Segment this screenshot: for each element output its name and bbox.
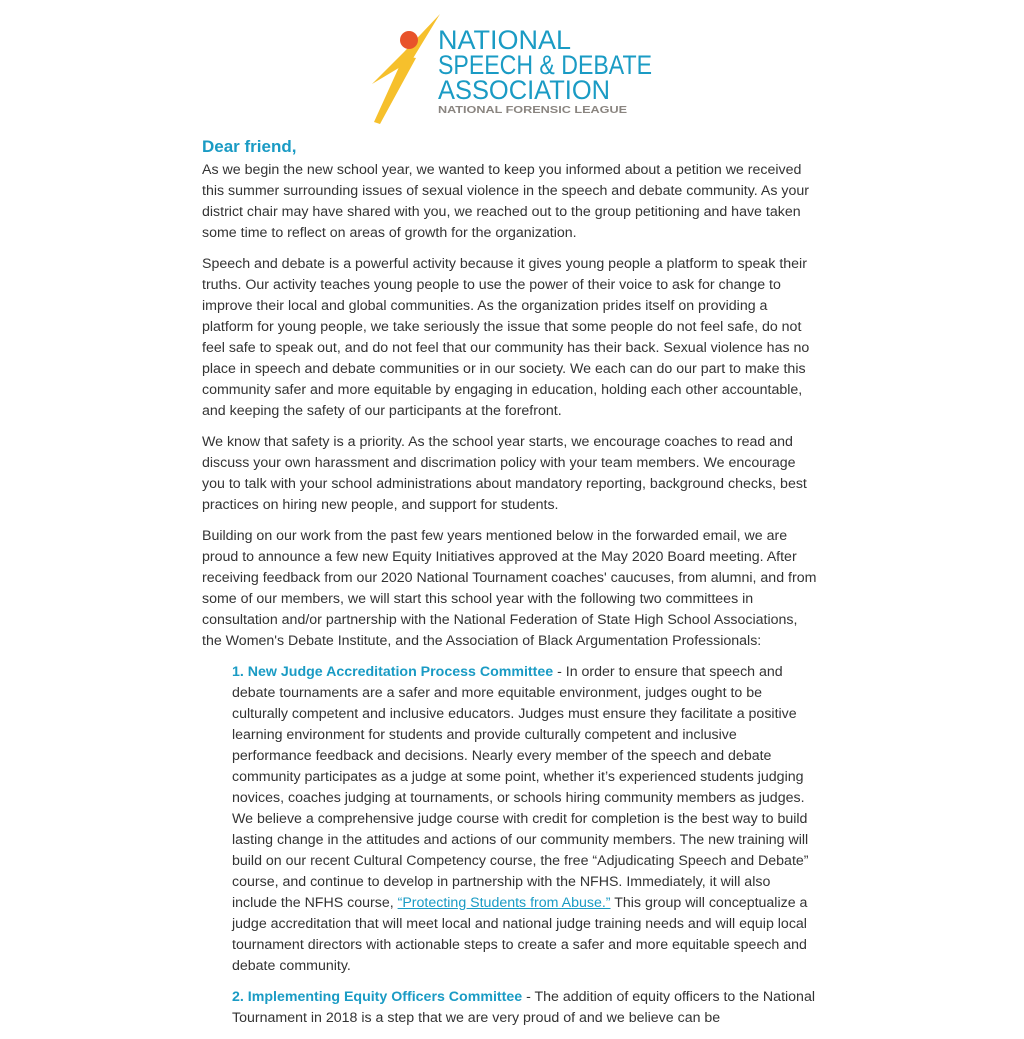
paragraph: Speech and debate is a powerful activity because it gives young people a platform to speak their truths. Our activity teaches young people to use the power of their voice to ask for change to improve their local and global communities. As the organization prides itself on providing a platform for young people, we take seriously the issue that some people do not feel safe, do not feel safe to speak out, and do not feel that our community has their back. Sexual violence has no place in speech and debate communities or in our society. We each can do our part to make this community safer and more equitable by engaging in education, holding each other accountable, and keeping the safety of our participants at the forefront. bbox=[202, 256, 810, 419]
paragraph: We know that safety is a priority. As the school year starts, we encourage coaches to read and discuss your own harassment and discrimation policy with your team members. We encourage you to talk with your school administrations about mandatory reporting, background checks, best practices on hiring new people, and support for students. bbox=[202, 434, 807, 513]
paragraph: Building on our work from the past few years mentioned below in the forwarded email, we are proud to announce a few new Equity Initiatives approved at the May 2020 Board meeting. After receiving feedback from our 2020 National Tournament coaches' caucuses, from alumni, and from some of our members, we will start this school year with the following two committees in consultation and/or partnership with the National Federation of State High School Associations, the Women's Debate Institute, and the Association of Black Argumentation Professionals: bbox=[202, 528, 817, 649]
logo-line4: NATIONAL FORENSIC LEAGUE bbox=[438, 104, 627, 116]
committee-item bbox=[232, 987, 818, 1029]
logo-figure-icon bbox=[372, 14, 440, 124]
greeting: Dear friend, bbox=[202, 137, 297, 156]
committee-list bbox=[232, 662, 818, 1029]
committee-text: - In order to ensure that speech and debate tournaments are a safer and more equitable environment, judges ought to be culturally competent and inclusive educators. Judges must ensure they facilitate a positive learning environment for students and provide culturally competent and inclusive performance feedback and decisions. Nearly every member of the speech and debate community participates as a judge at some point, whether it’s experienced students judging novices, coaches judging at tournaments, or schools hiring community members as judges. We believe a comprehensive judge course with credit for completion is the best way to build lasting change in the attitudes and actions of our community members. The new training will build on our recent Cultural Competency course, the free “Adjudicating Speech and Debate” course, and continue to develop in partnership with the NFHS. Immediately, it will also include the NFHS course, bbox=[232, 664, 809, 911]
logo-line1: NATIONAL bbox=[438, 25, 572, 55]
nsda-logo bbox=[368, 12, 658, 127]
protecting-students-link[interactable]: “Protecting Students from Abuse.” bbox=[397, 895, 611, 911]
paragraph: As we begin the new school year, we wanted to keep you informed about a petition we received this summer surrounding issues of sexual violence in the speech and debate community. As your district chair may have shared with you, we reached out to the group petitioning and have taken some time to reflect on areas of growth for the organization. bbox=[202, 162, 809, 241]
email-body bbox=[202, 136, 818, 1039]
committee-text: This group will conceptualize a judge accreditation that will meet local and national judge training needs and will equip local tournament directors with actionable steps to create a safer and more equitable speech and debate community. bbox=[232, 895, 808, 974]
committee-text: - The addition of equity officers to the National Tournament in 2018 is a step that we are very proud of and we believe can be bbox=[232, 989, 815, 1026]
logo-line3: ASSOCIATION bbox=[438, 75, 610, 105]
logo-line2: SPEECH & DEBATE bbox=[438, 50, 652, 80]
committee-title: 1. New Judge Accreditation Process Committee bbox=[232, 664, 554, 680]
committee-title: 2. Implementing Equity Officers Committee bbox=[232, 989, 523, 1005]
committee-item bbox=[232, 662, 818, 977]
